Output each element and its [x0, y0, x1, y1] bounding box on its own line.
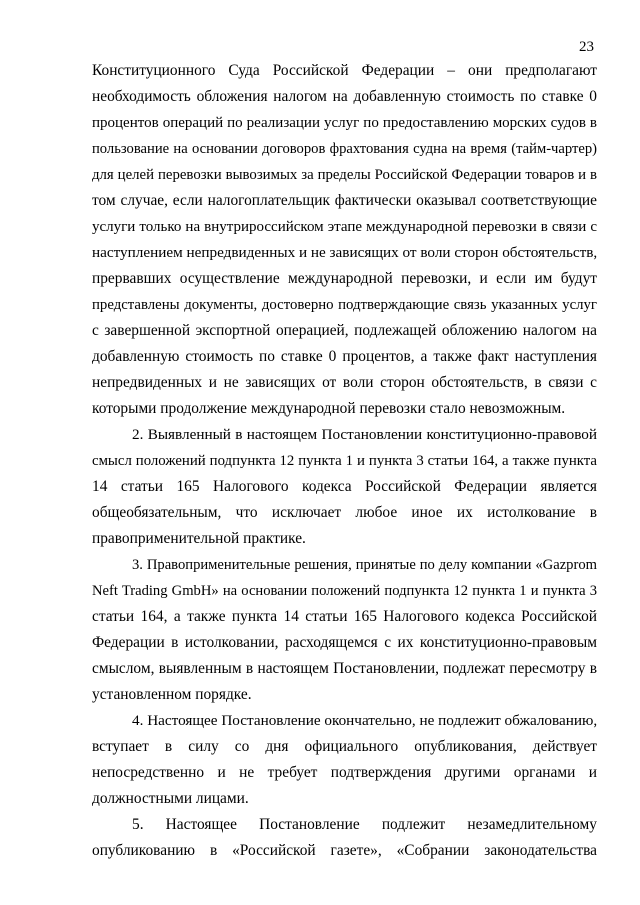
text-line: 2. Выявленный в настоящем Постановлении конституционно-правовой	[132, 426, 597, 443]
paragraph-4	[92, 708, 597, 812]
text-line: непредвиденных и не зависящих от воли сторон обстоятельств, в связи с	[92, 374, 597, 391]
text-line: статьи 164, а также пункта 14 статьи 165 Налогового кодекса Российской	[92, 608, 597, 625]
text-line: смыслом, выявленным в настоящем Постановлении, подлежат пересмотру в	[92, 660, 597, 677]
text-line: смысл положений подпункта 12 пункта 1 и пункта 3 статьи 164, а также пункта	[92, 453, 597, 469]
text-line: представлены документы, достоверно подтверждающие связь указанных услуг	[92, 297, 597, 313]
text-line: 4. Настоящее Постановление окончательно, не подлежит обжалованию,	[132, 712, 598, 729]
text-line: опубликованию в «Российской газете», «Собрании законодательства	[92, 842, 597, 859]
paragraph-5	[92, 812, 597, 864]
text-line: вступает в силу со дня официального опубликования, действует	[92, 738, 597, 755]
page-number: 23	[579, 39, 594, 55]
text-line: прервавших осуществление международной перевозки, и если им будут	[92, 270, 597, 287]
paragraph-1-continuation	[92, 58, 597, 422]
text-line: наступлением непредвиденных и не зависящих от воли сторон обстоятельств,	[92, 244, 598, 261]
text-line: добавленную стоимость по ставке 0 процентов, а также факт наступления	[92, 348, 597, 365]
text-line: с завершенной экспортной операцией, подлежащей обложению налогом на	[92, 322, 597, 339]
text-line: процентов операций по реализации услуг по предоставлению морских судов в	[92, 115, 597, 131]
text-line: 3. Правоприменительные решения, принятые по делу компании «Gazprom	[132, 557, 597, 573]
text-line: пользование на основании договоров фрахтования судна на время (тайм-чартер)	[92, 141, 597, 157]
text-line: должностными лицами.	[92, 790, 249, 807]
document-text	[92, 58, 597, 864]
text-line: непосредственно и не требует подтверждения другими органами и	[92, 764, 597, 781]
text-line: правоприменительной практике.	[92, 530, 306, 547]
text-line: установленном порядке.	[92, 686, 252, 703]
text-line: Конституционного Суда Российской Федерации – они предполагают	[92, 62, 597, 79]
text-line: услуги только на внутрироссийском этапе международной перевозки в связи с	[92, 219, 597, 235]
text-line: 5. Настоящее Постановление подлежит незамедлительному	[132, 816, 597, 833]
text-line: том случае, если налогоплательщик фактически оказывал соответствующие	[92, 192, 597, 209]
paragraph-2	[92, 422, 597, 552]
text-line: необходимость обложения налогом на добавленную стоимость по ставке 0	[92, 88, 597, 105]
text-line: общеобязательным, что исключает любое иное их истолкование в	[92, 504, 597, 521]
text-line: для целей перевозки вывозимых за пределы Российской Федерации товаров и в	[92, 167, 597, 183]
text-line: Федерации в истолковании, расходящемся с их конституционно-правовым	[92, 634, 597, 651]
text-line: Neft Trading GmbH» на основании положений подпункта 12 пункта 1 и пункта 3	[92, 583, 597, 599]
text-line: 14 статьи 165 Налогового кодекса Российской Федерации является	[92, 478, 597, 495]
text-line: которыми продолжение международной перевозки стало невозможным.	[92, 400, 566, 417]
paragraph-3	[92, 552, 597, 708]
